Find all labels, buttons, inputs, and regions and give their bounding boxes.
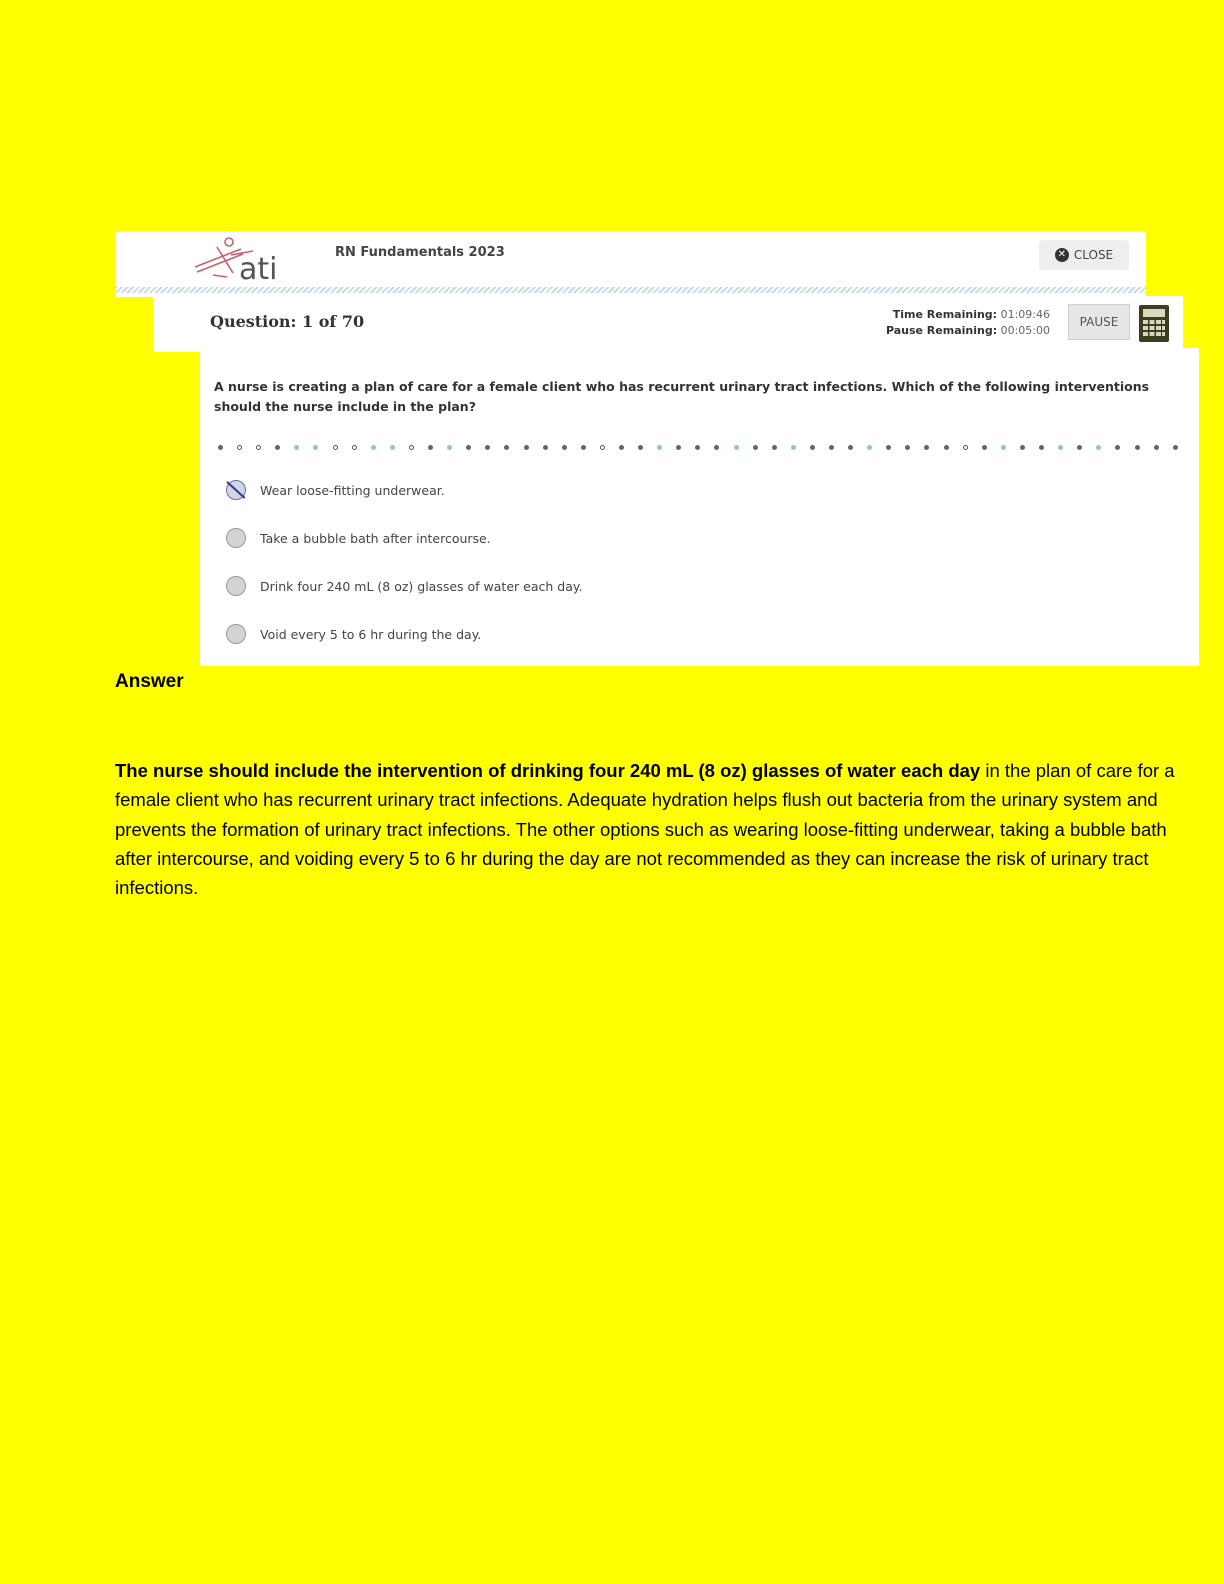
question-bar: [153, 296, 1183, 352]
answer-option-label: Take a bubble bath after intercourse.: [260, 530, 491, 546]
radio-button-2[interactable]: [226, 528, 246, 548]
progress-dot: [772, 445, 777, 450]
question-stem: A nurse is creating a plan of care for a female client who has recurrent urinary tract infections. Which of the following interventions should the nurse include in the plan?: [214, 379, 1150, 414]
progress-dot: [237, 445, 242, 450]
answer-heading: Answer: [115, 671, 184, 692]
time-remaining-value: 01:09:46: [1000, 308, 1050, 321]
answer-option-4[interactable]: [226, 622, 481, 646]
time-remaining: [886, 307, 1050, 323]
progress-dot: [409, 445, 414, 450]
progress-dot: [1115, 445, 1120, 450]
progress-dot: [1001, 445, 1006, 450]
pause-remaining-label: Pause Remaining:: [885, 324, 998, 337]
progress-dot: [619, 445, 624, 450]
progress-dot: [524, 445, 529, 450]
progress-dot: [447, 445, 452, 450]
app-title: RN Fundamentals 2023: [335, 245, 505, 260]
answer-bold-lead: The nurse should include the intervention of drinking four 240 mL (8 oz) glasses of water each day: [115, 760, 981, 781]
progress-dot: [581, 445, 586, 450]
progress-dot: [924, 445, 929, 450]
progress-dot: [333, 445, 338, 450]
ati-logo-icon: [191, 233, 291, 283]
progress-dot: [1173, 445, 1178, 450]
progress-dot: [1135, 445, 1140, 450]
progress-dot: [275, 445, 280, 450]
pause-button[interactable]: PAUSE: [1068, 304, 1130, 340]
progress-dot: [638, 445, 643, 450]
progress-dot: [944, 445, 949, 450]
logo-text: ati: [239, 252, 278, 283]
calculator-icon[interactable]: [1139, 305, 1169, 342]
progress-dot: [352, 445, 357, 450]
progress-dot: [963, 445, 968, 450]
progress-dot: [848, 445, 853, 450]
progress-dot: [294, 445, 299, 450]
progress-dot: [371, 445, 376, 450]
progress-dot: [1096, 445, 1101, 450]
progress-dot: [810, 445, 815, 450]
ati-logo: [191, 233, 291, 283]
answer-explanation: [115, 756, 1180, 902]
answer-option-1[interactable]: [226, 478, 445, 502]
timers: [886, 307, 1050, 339]
close-label: CLOSE: [1073, 248, 1114, 262]
answer-option-label: Drink four 240 mL (8 oz) glasses of water each day.: [260, 578, 583, 594]
progress-dot: [791, 445, 796, 450]
exam-header: [115, 231, 1146, 297]
progress-dot: [1058, 445, 1063, 450]
close-icon: ✕: [1055, 248, 1069, 262]
progress-dot: [600, 445, 605, 450]
time-remaining-label: Time Remaining:: [892, 308, 998, 321]
progress-dot: [485, 445, 490, 450]
progress-dot: [428, 445, 433, 450]
answer-option-label: Void every 5 to 6 hr during the day.: [260, 626, 482, 642]
question-panel: [200, 348, 1199, 666]
progress-dot: [657, 445, 662, 450]
answer-body: in the plan of care for a female client who has recurrent urinary tract infections. Adequate hydration helps flush out bacteria from the urinary system and prevents the formation of urinary tract infections. The other options such as wearing loose-fitting underwear, taking a bubble bath after intercourse, and voiding every 5 to 6 hr during the day are not recommended as they can increase the risk of urinary tract infections.: [115, 760, 1175, 899]
progress-dot: [562, 445, 567, 450]
progress-dot: [543, 445, 548, 450]
radio-button-3[interactable]: [226, 576, 246, 596]
progress-dot: [829, 445, 834, 450]
answer-option-3[interactable]: [226, 574, 582, 598]
progress-dots: [218, 444, 1178, 450]
progress-dot: [905, 445, 910, 450]
progress-dot: [714, 445, 719, 450]
answer-option-2[interactable]: [226, 526, 491, 550]
progress-dot: [1154, 445, 1159, 450]
answer-option-label: Wear loose-fitting underwear.: [260, 482, 445, 498]
pause-remaining: [886, 323, 1050, 339]
close-button[interactable]: [1039, 240, 1129, 270]
progress-dot: [886, 445, 891, 450]
progress-dot: [676, 445, 681, 450]
header-divider: [115, 287, 1146, 293]
radio-button-4[interactable]: [226, 624, 246, 644]
progress-dot: [1020, 445, 1025, 450]
progress-dot: [1039, 445, 1044, 450]
progress-dot: [218, 445, 223, 450]
progress-dot: [390, 445, 395, 450]
radio-button-1[interactable]: [226, 480, 246, 500]
progress-dot: [867, 445, 872, 450]
question-counter: Question: 1 of 70: [210, 312, 365, 331]
progress-dot: [313, 445, 318, 450]
progress-dot: [256, 445, 261, 450]
pause-remaining-value: 00:05:00: [1000, 324, 1050, 337]
progress-dot: [753, 445, 758, 450]
progress-dot: [504, 445, 509, 450]
progress-dot: [695, 445, 700, 450]
progress-dot: [1077, 445, 1082, 450]
progress-dot: [734, 445, 739, 450]
progress-dot: [982, 445, 987, 450]
progress-dot: [466, 445, 471, 450]
